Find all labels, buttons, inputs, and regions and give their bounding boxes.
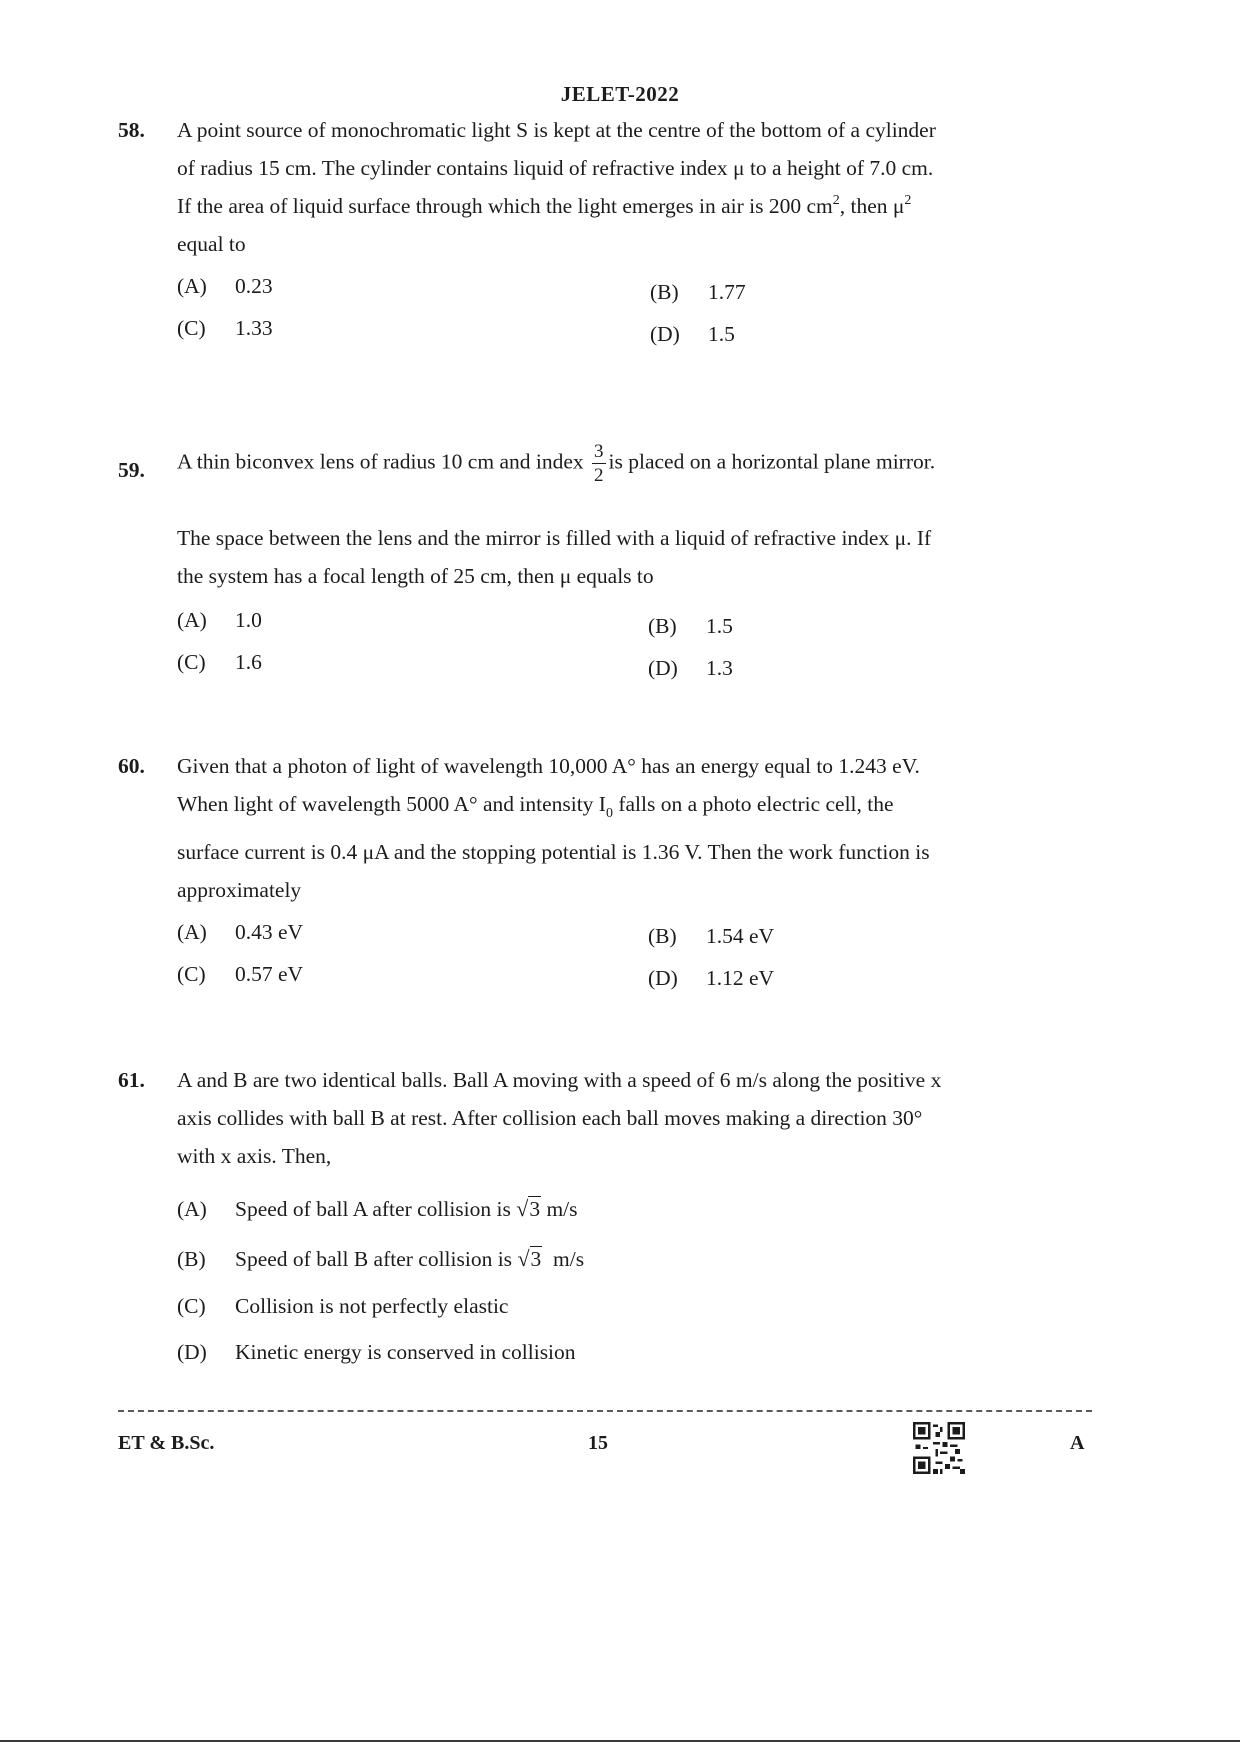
question-text-line: If the area of liquid surface through which the light emerges in air is 200 $cm^2$, then $\mu^2$ [177, 193, 912, 218]
question-text-line: equal to [177, 232, 246, 256]
question-number: 58. [118, 118, 145, 142]
option-a[interactable]: (A) Speed of ball A after collision is √3 m/s [177, 1196, 578, 1221]
question-text-line: Given that a photon of light of wavelength 10,000 A° has an energy equal to 1.243 eV. [177, 754, 920, 778]
question-text-line: When light of wavelength 5000 A° and intensity $I_0$ falls on a photo electric cell, the [177, 792, 894, 821]
square-root: √3 [516, 1196, 541, 1221]
option-b[interactable]: (B) 1.54 eV [648, 924, 775, 948]
option-c[interactable]: (C) 1.33 [177, 316, 273, 340]
footer-course: ET & B.Sc. [118, 1432, 215, 1454]
fraction: $\frac{3}{2}$ [594, 441, 604, 486]
square-root: √3 [517, 1246, 542, 1271]
question-set-label: A [1070, 1432, 1085, 1454]
option-b[interactable]: (B) 1.77 [650, 280, 746, 304]
question-text-line: The space between the lens and the mirror is filled with a liquid of refractive index μ. If [177, 526, 932, 550]
page-title: JELET-2022 [560, 82, 680, 106]
question-text-line: the system has a focal length of 25 cm, then μ equals to [177, 564, 654, 588]
question-text-line: approximately [177, 878, 302, 902]
option-a[interactable]: (A) 0.23 [177, 274, 273, 298]
question-text-line: axis collides with ball B at rest. After collision each ball moves making a direction 30° [177, 1106, 923, 1130]
question-text-line: surface current is 0.4 μA and the stopping potential is 1.36 V. Then the work function is [177, 840, 930, 864]
qr-code-icon [913, 1422, 965, 1474]
footer-divider [118, 1410, 1092, 1412]
question-text-line: A and B are two identical balls. Ball A moving with a speed of 6 m/s along the positive x [177, 1068, 942, 1092]
question-text-line: A point source of monochromatic light S is kept at the centre of the bottom of a cylinder [177, 118, 936, 142]
question-number: 59. [118, 458, 145, 482]
page-bottom-edge [0, 1740, 1240, 1742]
question-number: 60. [118, 754, 145, 778]
option-c[interactable]: (C) Collision is not perfectly elastic [177, 1294, 509, 1318]
option-d[interactable]: (D) Kinetic energy is conserved in collision [177, 1340, 576, 1364]
option-d[interactable]: (D) 1.3 [648, 656, 733, 680]
option-a[interactable]: (A) 1.0 [177, 608, 262, 632]
question-text-line: with x axis. Then, [177, 1144, 332, 1168]
option-c[interactable]: (C) 0.57 eV [177, 962, 304, 986]
option-d[interactable]: (D) 1.5 [650, 322, 735, 346]
question-text-line: of radius 15 cm. The cylinder contains liquid of refractive index μ to a height of 7.0 cm. [177, 156, 934, 180]
option-b[interactable]: (B) 1.5 [648, 614, 733, 638]
option-c[interactable]: (C) 1.6 [177, 650, 262, 674]
option-d[interactable]: (D) 1.12 eV [648, 966, 775, 990]
question-text-line: A thin biconvex lens of radius 10 cm and index $\frac{3}{2}$ is placed on a horizontal plane mirror. [177, 441, 936, 486]
page-number: 15 [588, 1432, 608, 1454]
option-a[interactable]: (A) 0.43 eV [177, 920, 304, 944]
question-number: 61. [118, 1068, 145, 1092]
option-b[interactable]: (B) Speed of ball B after collision is √3 m/s [177, 1246, 585, 1271]
